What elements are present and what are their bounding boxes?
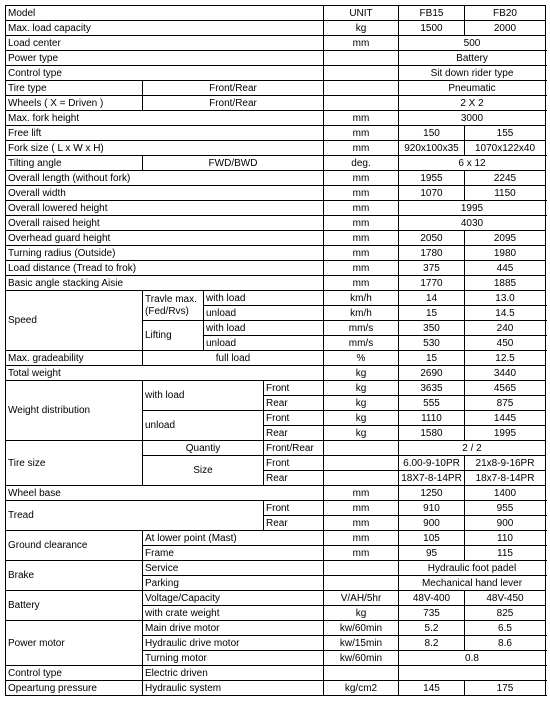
row-label: Power type [6,51,324,66]
value-fb15: 530 [399,336,465,351]
row-label: Load distance (Tread to frok) [6,261,324,276]
value-all: 6 x 12 [399,156,546,171]
row-position: Rear [264,471,324,486]
row-label: Control type [6,66,324,81]
row-position: Front/Rear [264,441,324,456]
table-row [6,201,546,216]
table-row [6,381,546,396]
table-row [6,591,546,606]
value-fb20: 21x8-9-16PR [465,456,546,471]
row-unit: mm [324,531,399,546]
table-row [6,291,546,306]
row-label: Overall raised height [6,216,324,231]
value-fb20: 1980 [465,246,546,261]
row-label: Power motor [6,621,143,666]
value-fb20-fb25: 115 [465,546,546,561]
row-unit: kg [324,396,399,411]
row-label: Load center [6,36,324,51]
value-fb20-fb25: 175 [465,681,546,696]
value-fb15: 1955 [399,171,465,186]
value-fb15: 1770 [399,276,465,291]
value-all: 2 / 2 [399,441,546,456]
value-fb15: 105 [399,531,465,546]
value-all: 500 [399,36,546,51]
value-fb20-fb25: 13.0 [465,291,546,306]
row-label: Opeartung pressure [6,681,143,696]
value-fb15: 1780 [399,246,465,261]
table-row [6,51,546,66]
row-label: Ground clearance [6,531,143,561]
row-sublabel: Front/Rear [143,81,324,96]
row-position: Main drive motor [143,621,324,636]
value-fb15: 900 [399,516,465,531]
row-sublabel: Front/Rear [143,96,324,111]
row-unit: kg [324,381,399,396]
value-fb20: 875 [465,396,546,411]
value-fb15: 1110 [399,411,465,426]
row-label: Overall lowered height [6,201,324,216]
value-all: Battery [399,51,546,66]
value-fb20-fb25: 14.5 [465,306,546,321]
row-unit: deg. [324,156,399,171]
value-fb15: 350 [399,321,465,336]
table-row [6,366,546,381]
row-unit: kg [324,21,399,36]
table-row [6,186,546,201]
row-position: Rear [264,516,324,531]
table-row [6,681,546,696]
table-row [6,531,546,546]
row-sublabel: Quantiy [143,441,264,456]
row-unit [324,576,399,591]
table-row [6,126,546,141]
row-label: Tilting angle [6,156,143,171]
row-unit: mm [324,486,399,501]
row-unit: mm [324,201,399,216]
table-row [6,246,546,261]
row-position: Rear [264,396,324,411]
row-unit: km/h [324,291,399,306]
row-unit [324,456,399,471]
row-label: Wheel base [6,486,324,501]
row-position: Hydraulic drive motor [143,636,324,651]
row-unit: mm [324,501,399,516]
value-fb20: 1445 [465,411,546,426]
value-fb20: 445 [465,261,546,276]
value-all: Hydraulic foot padel [399,561,546,576]
value-fb20-fb25: 900 [465,516,546,531]
row-position: Front [264,411,324,426]
row-unit: mm [324,516,399,531]
value-fb20: 4565 [465,381,546,396]
row-condition: with load [204,291,324,306]
table-row [6,36,546,51]
value-fb15: 2690 [399,366,465,381]
value-fb20: 155 [465,126,546,141]
table-row [6,666,546,681]
value-fb20: 48V-450 [465,591,546,606]
value-fb20-fb25: 955 [465,501,546,516]
row-unit: mm/s [324,336,399,351]
table-row [6,141,546,156]
table-row [6,561,546,576]
table-row [6,276,546,291]
value-all [399,666,546,681]
row-unit: kg [324,426,399,441]
value-fb15: 1250 [399,486,465,501]
row-sublabel: Travle max. (Fed/Rvs) [143,291,204,321]
value-all: 1995 [399,201,546,216]
row-unit: kw/60min [324,621,399,636]
value-fb15: 6.00-9-10PR [399,456,465,471]
row-label: Control type [6,666,143,681]
row-sublabel: Size [143,456,264,486]
row-unit: kg [324,366,399,381]
table-row [6,261,546,276]
table-row [6,156,546,171]
row-label: Battery [6,591,143,621]
row-label: Weight distribution [6,381,143,441]
row-position: Turning motor [143,651,324,666]
table-row [6,501,546,516]
value-fb20-fb25: 240 [465,321,546,336]
row-unit: mm [324,246,399,261]
row-unit: kg [324,411,399,426]
table-row [6,351,546,366]
row-unit: mm [324,261,399,276]
value-fb15: 18X7-8-14PR [399,471,465,486]
row-label: Fork size ( L x W x H) [6,141,324,156]
row-unit [324,666,399,681]
row-position: Front [264,381,324,396]
value-all: Sit down rider type [399,66,546,81]
row-label: Free lift [6,126,324,141]
value-fb20: 2095 [465,231,546,246]
value-fb15: 15 [399,351,465,366]
value-fb20: 3440 [465,366,546,381]
row-unit [324,51,399,66]
row-unit: kw/15min [324,636,399,651]
row-label: Max. load capacity [6,21,324,36]
table-row [6,6,546,21]
row-unit: km/h [324,306,399,321]
value-fb15: 735 [399,606,465,621]
row-position: Rear [264,426,324,441]
value-fb20-fb25: 1070x122x40 [465,141,546,156]
row-label: Speed [6,291,143,351]
row-label: Total weight [6,366,324,381]
value-fb15: 1070 [399,186,465,201]
value-fb20: 2000 [465,21,546,36]
header-unit: UNIT [324,6,399,21]
row-condition: with load [204,321,324,336]
row-unit: mm [324,111,399,126]
row-unit: kg/cm2 [324,681,399,696]
value-fb15: 1500 [399,21,465,36]
row-condition: unload [204,306,324,321]
value-fb15: 48V-400 [399,591,465,606]
value-all: 2 X 2 [399,96,546,111]
row-position: with crate weight [143,606,324,621]
row-position: At lower point (Mast) [143,531,324,546]
row-unit: mm [324,231,399,246]
table-row [6,441,546,456]
value-fb20: 1885 [465,276,546,291]
row-label: Tire size [6,441,143,486]
table-row [6,621,546,636]
value-fb15: 95 [399,546,465,561]
value-fb20-fb25: 1150 [465,186,546,201]
row-sublabel: with load [143,381,264,411]
value-fb15: 2050 [399,231,465,246]
value-fb15: 1580 [399,426,465,441]
table-row [6,216,546,231]
row-position: Electric driven [143,666,324,681]
row-unit: kg [324,606,399,621]
row-label: Tire type [6,81,143,96]
value-fb15: 150 [399,126,465,141]
spec-table [5,5,546,696]
value-fb15: 14 [399,291,465,306]
row-unit [324,66,399,81]
value-fb20-fb25: 450 [465,336,546,351]
row-unit [324,81,399,96]
value-all: 3000 [399,111,546,126]
value-fb20-fb25: 12.5 [465,351,546,366]
value-fb20: 2245 [465,171,546,186]
value-fb15: 145 [399,681,465,696]
row-unit: mm [324,126,399,141]
header-model: Model [6,6,324,21]
value-fb20-fb25: 8.6 [465,636,546,651]
row-label: Turning radius (Outside) [6,246,324,261]
value-fb20: 1995 [465,426,546,441]
row-unit: mm [324,216,399,231]
row-position: Parking [143,576,324,591]
value-fb15: 5.2 [399,621,465,636]
table-row [6,66,546,81]
value-fb20-fb25: 6.5 [465,621,546,636]
value-fb20-fb25: 1400 [465,486,546,501]
row-unit: kw/60min [324,651,399,666]
value-fb15: 3635 [399,381,465,396]
value-all: Pneumatic [399,81,546,96]
table-row [6,21,546,36]
table-row [6,96,546,111]
value-all: 0.8 [399,651,546,666]
row-unit: mm [324,36,399,51]
row-position: Hydraulic system [143,681,324,696]
row-position: Front [264,501,324,516]
row-unit: mm [324,186,399,201]
table-row [6,81,546,96]
value-fb15: 555 [399,396,465,411]
row-unit: V/AH/5hr [324,591,399,606]
value-all: 4030 [399,216,546,231]
row-unit: mm [324,141,399,156]
row-label: Tread [6,501,264,531]
value-fb20-fb25: 110 [465,531,546,546]
row-label: Max. fork height [6,111,324,126]
value-fb15: 375 [399,261,465,276]
value-fb15: 910 [399,501,465,516]
table-row [6,486,546,501]
value-fb15: 15 [399,306,465,321]
row-unit [324,471,399,486]
row-sublabel: unload [143,411,264,441]
row-label: Max. gradeability [6,351,143,366]
value-fb15: 8.2 [399,636,465,651]
value-fb20: 18x7-8-14PR [465,471,546,486]
value-fb20: 825 [465,606,546,621]
row-label: Basic angle stacking Aisie [6,276,324,291]
row-unit: % [324,351,399,366]
value-all: Mechanical hand lever [399,576,546,591]
row-unit: mm [324,276,399,291]
row-unit: mm/s [324,321,399,336]
row-position: Voltage/Capacity [143,591,324,606]
row-label: Wheels ( X = Driven ) [6,96,143,111]
row-sublabel: Lifting [143,321,204,351]
row-unit [324,441,399,456]
row-unit: mm [324,171,399,186]
row-label: Overall length (without fork) [6,171,324,186]
value-fb15: 920x100x35 [399,141,465,156]
table-row [6,111,546,126]
row-position: Front [264,456,324,471]
row-unit [324,96,399,111]
row-position: Service [143,561,324,576]
table-row [6,171,546,186]
header-fb20: FB20 [465,6,546,21]
row-label: Overall width [6,186,324,201]
table-row [6,231,546,246]
header-fb15: FB15 [399,6,465,21]
row-sublabel: full load [143,351,324,366]
row-label: Brake [6,561,143,591]
row-sublabel: FWD/BWD [143,156,324,171]
row-label: Overhead guard height [6,231,324,246]
row-unit [324,561,399,576]
row-unit: mm [324,546,399,561]
row-condition: unload [204,336,324,351]
row-position: Frame [143,546,324,561]
